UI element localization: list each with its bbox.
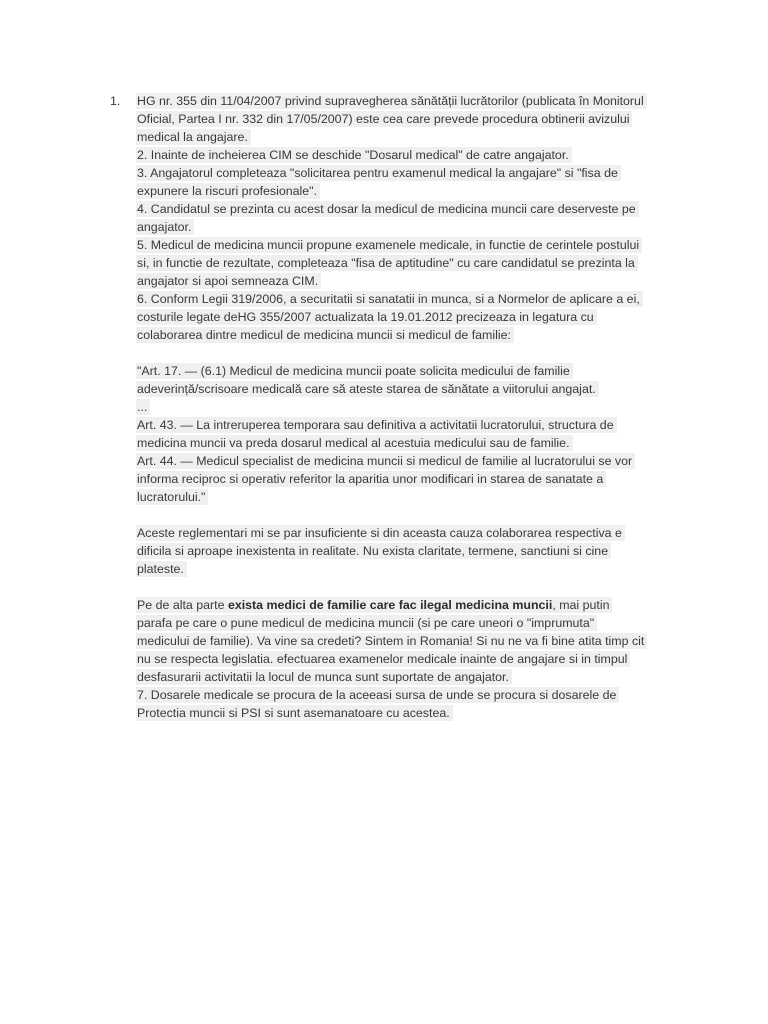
- paragraph-gap: [110, 506, 670, 524]
- step-5-line-2: [110, 254, 670, 272]
- step-text: 7. Dosarele medicale se procura de la aceeasi sursa de unde se procura si dosarele de: [136, 687, 619, 703]
- opinion-text: dificila si aproape inexistenta in realitate. Nu exista claritate, termene, sanctiuni si cine: [136, 543, 611, 559]
- quote-line: [110, 380, 670, 398]
- step-3-line-2: [110, 182, 670, 200]
- item-1-line-3: [110, 128, 670, 146]
- paragraph-gap: [110, 344, 670, 362]
- quote-text: ...: [136, 399, 150, 415]
- other-text: [136, 597, 612, 613]
- step-text: 4. Candidatul se prezinta cu acest dosar la medicul de medicina muncii care deserveste pe: [136, 201, 639, 217]
- step-2-line-1: [110, 146, 670, 164]
- step-6-line-1: [110, 290, 670, 308]
- other-line: [110, 668, 670, 686]
- step-4-line-2: [110, 218, 670, 236]
- step-5-line-1: [110, 236, 670, 254]
- quote-line: [110, 452, 670, 470]
- step-text: costurile legate deHG 355/2007 actualizata la 19.01.2012 precizeaza in legatura cu: [136, 309, 597, 325]
- quote-line: [110, 416, 670, 434]
- opinion-line: [110, 524, 670, 542]
- other-line-1: [110, 596, 670, 614]
- opinion-line: [110, 560, 670, 578]
- quote-text: "Art. 17. — (6.1) Medicul de medicina muncii poate solicita medicului de familie: [136, 363, 573, 379]
- step-text: angajator.: [136, 219, 194, 235]
- step-7-line-1: [110, 686, 670, 704]
- quote-text: Art. 43. — La intreruperea temporara sau definitiva a activitatii lucratorului, structura de: [136, 417, 617, 433]
- item-1-text: medical la angajare.: [136, 129, 251, 145]
- item-1-line-1: [110, 92, 670, 110]
- quote-text: Art. 44. — Medicul specialist de medicina muncii si medicul de familie al lucratorului se vor: [136, 453, 635, 469]
- other-line: [110, 650, 670, 668]
- other-text: medicului de familie). Va vine sa credeti? Sintem in Romania! Si nu ne va fi bine atita timp cit: [136, 633, 647, 649]
- document-body: [110, 92, 670, 722]
- other-text: desfasurarii activitatii la locul de munca sunt suportate de angajator.: [136, 669, 512, 685]
- step-text: 2. Inainte de incheierea CIM se deschide "Dosarul medical" de catre angajator.: [136, 147, 572, 163]
- other-suffix: , mai putin: [552, 598, 610, 612]
- other-text: parafa pe care o pune medicul de medicina muncii (si pe care uneori o "imprumuta": [136, 615, 597, 631]
- step-text: 3. Angajatorul completeaza "solicitarea pentru examenul medical la angajare" si "fisa de: [136, 165, 621, 181]
- step-text: Protectia muncii si PSI si sunt asemanatoare cu acestea.: [136, 705, 453, 721]
- step-text: colaborarea dintre medicul de medicina muncii si medicul de familie:: [136, 327, 514, 343]
- quote-line: [110, 434, 670, 452]
- step-4-line-1: [110, 200, 670, 218]
- step-7-line-2: [110, 704, 670, 722]
- quote-line: [110, 398, 670, 416]
- other-line: [110, 614, 670, 632]
- step-3-line-1: [110, 164, 670, 182]
- other-line: [110, 632, 670, 650]
- step-text: 5. Medicul de medicina muncii propune examenele medicale, in functie de cerintele postului: [136, 237, 642, 253]
- list-number: 1.: [110, 94, 121, 108]
- bold-emphasis: exista medici de familie care fac ilegal medicina muncii: [227, 598, 553, 612]
- other-prefix: Pe de alta parte: [137, 598, 228, 612]
- item-1-line-2: [110, 110, 670, 128]
- paragraph-gap: [110, 578, 670, 596]
- quote-text: medicina muncii va preda dosarul medical al acestuia medicului sau de familie.: [136, 435, 573, 451]
- item-1-text: HG nr. 355 din 11/04/2007 privind supravegherea sănătății lucrătorilor (publicata în Monitorul: [136, 93, 647, 109]
- step-text: 6. Conform Legii 319/2006, a securitatii si sanatatii in munca, si a Normelor de aplicare a ei,: [136, 291, 643, 307]
- quote-line: [110, 362, 670, 380]
- step-text: expunere la riscuri profesionale".: [136, 183, 320, 199]
- step-text: si, in functie de rezultate, completeaza "fisa de aptitudine" cu care candidatul se prezinta la: [136, 255, 638, 271]
- other-text: nu se respecta legislatia. efectuarea examenelor medicale inainte de angajare si in timpul: [136, 651, 630, 667]
- quote-text: informa reciproc si operativ referitor la aparitia unor modificari in starea de sanatate a: [136, 471, 606, 487]
- step-5-line-3: [110, 272, 670, 290]
- quote-text: adeverință/scrisoare medicală care să ateste starea de sănătate a viitorului angajat.: [136, 381, 599, 397]
- quote-text: lucratorului.": [136, 489, 208, 505]
- opinion-text: Aceste reglementari mi se par insuficiente si din aceasta cauza colaborarea respectiva e: [136, 525, 625, 541]
- opinion-line: [110, 542, 670, 560]
- item-1-text: Oficial, Partea I nr. 332 din 17/05/2007) este cea care prevede procedura obtinerii avizului: [136, 111, 632, 127]
- opinion-text: plateste.: [136, 561, 187, 577]
- quote-line: [110, 470, 670, 488]
- step-text: angajator si apoi semneaza CIM.: [136, 273, 321, 289]
- quote-line: [110, 488, 670, 506]
- step-6-line-3: [110, 326, 670, 344]
- step-6-line-2: [110, 308, 670, 326]
